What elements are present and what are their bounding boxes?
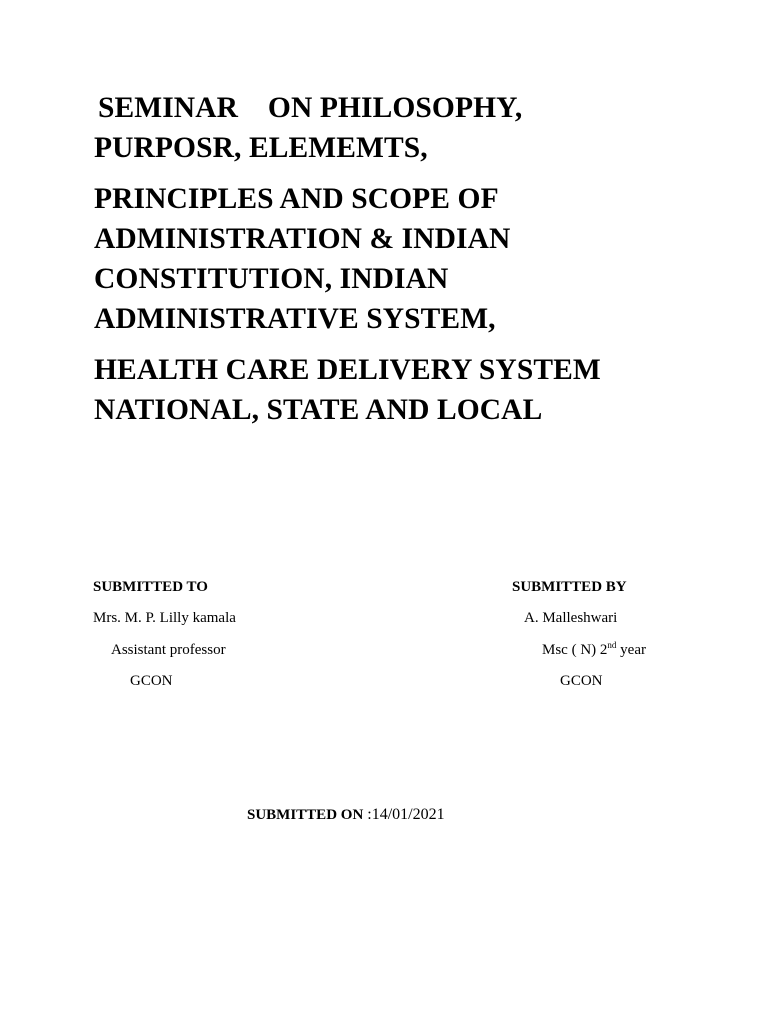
submitted-to-name: Mrs. M. P. Lilly kamala bbox=[93, 610, 236, 626]
title-line: PURPOSR, ELEMEMTS, bbox=[94, 132, 428, 164]
title-line: HEALTH CARE DELIVERY SYSTEM bbox=[94, 354, 601, 386]
seminar-title bbox=[94, 88, 734, 430]
submitted-on-separator: : bbox=[363, 806, 372, 823]
course-ordinal-suffix: nd bbox=[607, 640, 617, 650]
submitted-on-label: SUBMITTED ON bbox=[247, 807, 364, 823]
submitted-to-institution: GCON bbox=[130, 673, 173, 689]
title-line: PRINCIPLES AND SCOPE OF bbox=[94, 183, 499, 215]
submitted-on-date: 14/01/2021 bbox=[371, 806, 445, 823]
title-line: ADMINISTRATIVE SYSTEM, bbox=[94, 303, 496, 335]
title-line: NATIONAL, STATE AND LOCAL bbox=[94, 394, 543, 426]
course-year-text: year bbox=[616, 642, 646, 658]
submitted-by-course bbox=[542, 641, 646, 659]
submitted-by-institution: GCON bbox=[560, 673, 603, 689]
submitted-by-heading: SUBMITTED BY bbox=[512, 579, 627, 595]
title-line: CONSTITUTION, INDIAN bbox=[94, 263, 449, 295]
submitted-on bbox=[247, 806, 445, 824]
course-text: Msc ( N) 2 bbox=[542, 642, 608, 658]
title-line: ADMINISTRATION & INDIAN bbox=[94, 223, 511, 255]
submitted-to-heading: SUBMITTED TO bbox=[93, 579, 208, 595]
title-line: SEMINAR ON PHILOSOPHY, bbox=[98, 92, 523, 124]
submitted-by-name: A. Malleshwari bbox=[524, 610, 618, 626]
submitted-to-designation: Assistant professor bbox=[111, 642, 226, 658]
